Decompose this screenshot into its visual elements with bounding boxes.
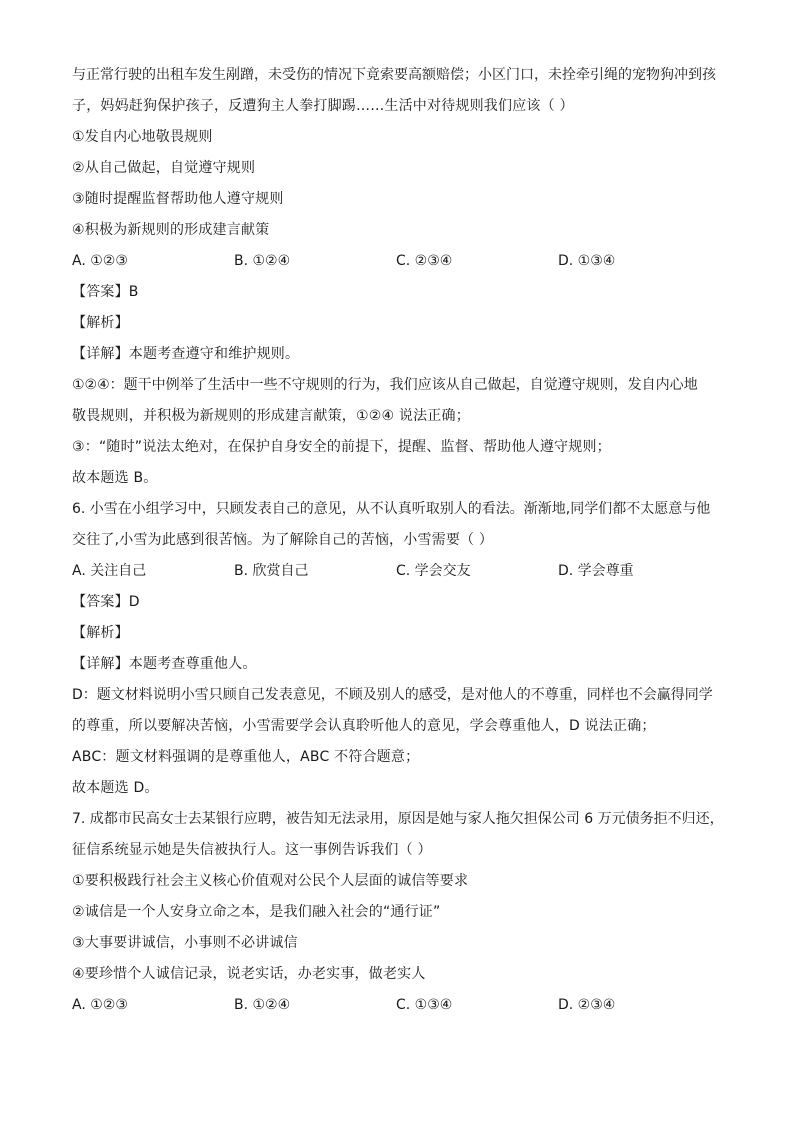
q5-stem-line-1: 与正常行驶的出租车发生剐蹭，未受伤的情况下竟索要高额赔偿；小区门口，未拴牵引绳的宠物狗冲到孩 xyxy=(72,67,716,83)
q5-explain-1-line-1: ①②④：题干中例举了生活中一些不守规则的行为，我们应该从自己做起，自觉遵守规则，发自内心地 xyxy=(72,377,698,393)
q6-stem-line-2: 交往了,小雪为此感到很苦恼。为了解除自己的苦恼，小雪需要（ ） xyxy=(72,532,494,548)
q6-option-a: A. 关注自己 xyxy=(72,563,147,579)
q6-stem-line-1: 6. 小雪在小组学习中，只顾发表自己的意见，从不认真听取别人的看法。渐渐地,同学们都不太愿意与他 xyxy=(72,501,711,517)
q7-option-a: A. ①②③ xyxy=(72,997,128,1013)
q5-stem-line-2: 子，妈妈赶狗保护孩子，反遭狗主人拳打脚踢……生活中对待规则我们应该（ ） xyxy=(72,98,574,114)
q7-item-2: ②诚信是一个人安身立命之本，是我们融入社会的“通行证” xyxy=(72,904,441,920)
q5-item-3: ③随时提醒监督帮助他人遵守规则 xyxy=(72,191,284,207)
q5-option-a: A. ①②③ xyxy=(72,253,128,269)
q5-item-4: ④积极为新规则的形成建言献策 xyxy=(72,222,270,238)
q6-option-c: C. 学会交友 xyxy=(396,563,471,579)
q6-explain-1-line-1: D：题文材料说明小雪只顾自己发表意见，不顾及别人的感受，是对他人的不尊重，同样也不会赢得同学 xyxy=(72,687,713,703)
q6-option-d: D. 学会尊重 xyxy=(558,563,634,579)
q5-detail: 【详解】本题考查遵守和维护规则。 xyxy=(72,346,300,362)
q7-options xyxy=(72,990,732,1021)
q5-option-c: C. ②③④ xyxy=(396,253,453,269)
q6-option-b: B. 欣赏自己 xyxy=(234,563,309,579)
q6-detail: 【详解】本题考查尊重他人。 xyxy=(72,656,257,672)
q5-item-2: ②从自己做起，自觉遵守规则 xyxy=(72,160,256,176)
q5-analysis-label: 【解析】 xyxy=(72,315,129,331)
q7-stem-line-1: 7. 成都市民高女士去某银行应聘，被告知无法录用，原因是她与家人拖欠担保公司 6 万元债务拒不归还， xyxy=(72,811,724,827)
q7-option-c: C. ①③④ xyxy=(396,997,453,1013)
q6-analysis-label: 【解析】 xyxy=(72,625,129,641)
q6-explain-1-line-2: 的尊重，所以要解决苦恼，小雪需要学会认真聆听他人的意见，学会尊重他人，D 说法正确； xyxy=(72,718,656,734)
q5-item-1: ①发自内心地敬畏规则 xyxy=(72,129,213,145)
q6-conclusion: 故本题选 D。 xyxy=(72,780,159,796)
q6-options xyxy=(72,556,732,587)
q7-item-3: ③大事要讲诚信，小事则不必讲诚信 xyxy=(72,935,298,951)
q7-stem-line-2: 征信系统显示她是失信被执行人。这一事例告诉我们（ ） xyxy=(72,842,432,858)
q5-options xyxy=(72,246,732,277)
q7-item-4: ④要珍惜个人诚信记录，说老实话，办老实事，做老实人 xyxy=(72,966,426,982)
q5-option-b: B. ①②④ xyxy=(234,253,291,269)
q6-explain-2: ABC：题文材料强调的是尊重他人，ABC 不符合题意； xyxy=(72,749,420,765)
q5-explain-2: ③：“随时”说法太绝对，在保护自身安全的前提下，提醒、监督、帮助他人遵守规则； xyxy=(72,439,611,455)
q7-option-d: D. ②③④ xyxy=(558,997,616,1013)
q6-answer: 【答案】D xyxy=(72,594,140,610)
q7-option-b: B. ①②④ xyxy=(234,997,291,1013)
document-page xyxy=(72,60,732,1021)
q5-conclusion: 故本题选 B。 xyxy=(72,470,158,486)
q5-option-d: D. ①③④ xyxy=(558,253,616,269)
q5-explain-1-line-2: 敬畏规则，并积极为新规则的形成建言献策，①②④ 说法正确； xyxy=(72,408,470,424)
q5-answer: 【答案】B xyxy=(72,284,139,300)
q7-item-1: ①要积极践行社会主义核心价值观对公民个人层面的诚信等要求 xyxy=(72,873,469,889)
